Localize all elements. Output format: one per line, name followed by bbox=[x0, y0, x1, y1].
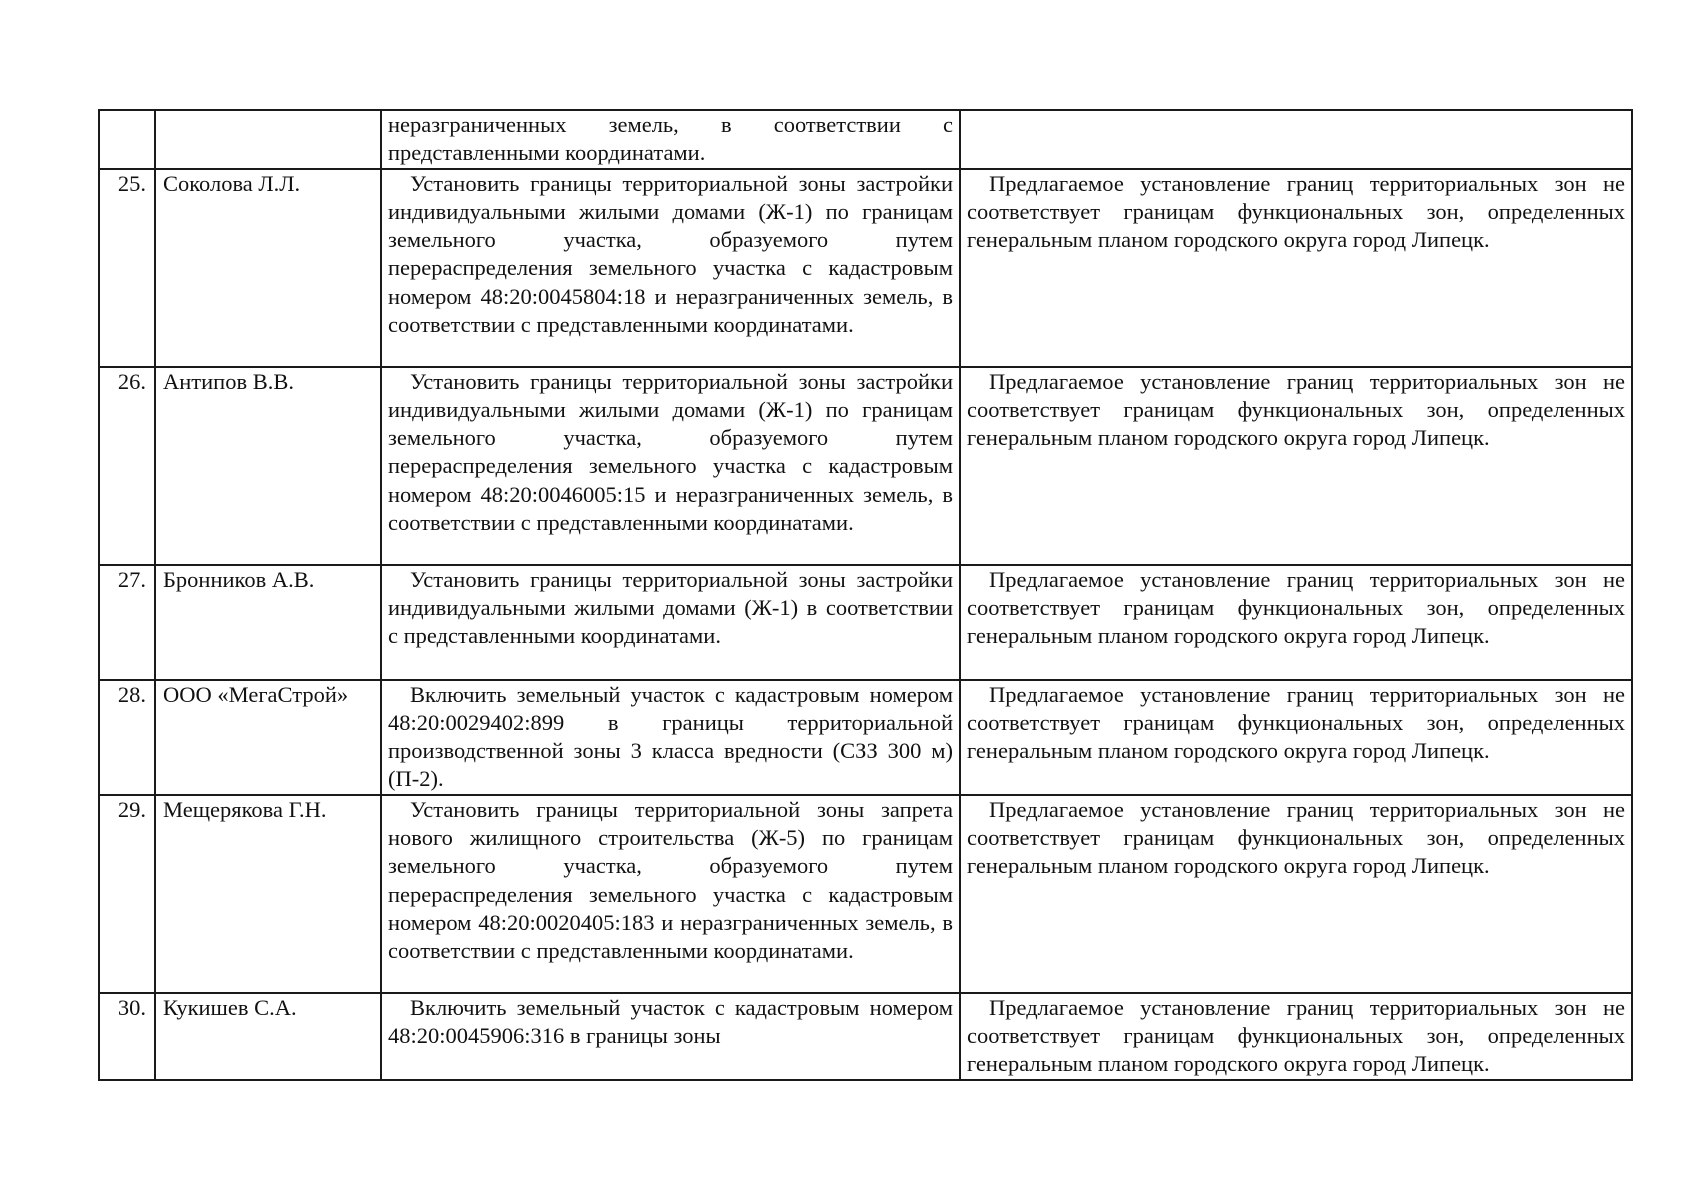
request-text bbox=[381, 795, 960, 993]
request-text bbox=[381, 565, 960, 680]
request-text-content: Установить границы территориальной зоны застройки индивидуальными жилыми домами (Ж-1) в соответствии с представленными координатами. bbox=[388, 566, 953, 649]
result-text-content: Предлагаемое установление границ территориальных зон не соответствует границам функциональных зон, определенных генеральным планом городского округа город Липецк. bbox=[967, 566, 1625, 649]
row-number: 30. bbox=[99, 993, 155, 1080]
request-text-content: Включить земельный участок с кадастровым номером 48:20:0045906:316 в границы зоны bbox=[388, 994, 953, 1049]
table-row bbox=[99, 565, 1632, 680]
applicant-name: Кукишев С.А. bbox=[155, 993, 381, 1080]
request-text-content: неразграниченных земель, в соответствии с представленными координатами. bbox=[388, 112, 953, 166]
result-text bbox=[960, 565, 1632, 680]
applicant-name: ООО «МегаСтрой» bbox=[155, 680, 381, 795]
request-text bbox=[381, 993, 960, 1080]
request-text-content: Установить границы территориальной зоны застройки индивидуальными жилыми домами (Ж-1) по границам земельного участка, образуемого путем перераспределения земельного участка с кадастровым номером 48:20:0046005:15 и неразграниченных земель, в соответствии с представленными координатами. bbox=[388, 368, 953, 536]
result-text bbox=[960, 367, 1632, 565]
applicant-name: Бронников А.В. bbox=[155, 565, 381, 680]
request-text-content: Включить земельный участок с кадастровым номером 48:20:0029402:899 в границы территориальной производственной зоны 3 класса вредности (СЗЗ 300 м) (П-2). bbox=[388, 681, 953, 792]
applicant-name: Мещерякова Г.Н. bbox=[155, 795, 381, 993]
table-row bbox=[99, 169, 1632, 367]
result-text bbox=[960, 680, 1632, 795]
result-text bbox=[960, 795, 1632, 993]
row-number: 28. bbox=[99, 680, 155, 795]
row-number: 26. bbox=[99, 367, 155, 565]
result-text bbox=[960, 993, 1632, 1080]
applicant-name: Антипов В.В. bbox=[155, 367, 381, 565]
row-number: 29. bbox=[99, 795, 155, 993]
row-number bbox=[99, 110, 155, 169]
table-row bbox=[99, 680, 1632, 795]
request-text bbox=[381, 367, 960, 565]
request-text bbox=[381, 110, 960, 169]
result-text-content: Предлагаемое установление границ территориальных зон не соответствует границам функциональных зон, определенных генеральным планом городского округа город Липецк. bbox=[967, 681, 1625, 764]
table-row bbox=[99, 795, 1632, 993]
table-row bbox=[99, 110, 1632, 169]
result-text-content: Предлагаемое установление границ территориальных зон не соответствует границам функциональных зон, определенных генеральным планом городского округа город Липецк. bbox=[967, 994, 1625, 1077]
applicant-name bbox=[155, 110, 381, 169]
table-row bbox=[99, 993, 1632, 1080]
request-text bbox=[381, 680, 960, 795]
result-text-content: Предлагаемое установление границ территориальных зон не соответствует границам функциональных зон, определенных генеральным планом городского округа город Липецк. bbox=[967, 170, 1625, 253]
result-text-content: Предлагаемое установление границ территориальных зон не соответствует границам функциональных зон, определенных генеральным планом городского округа город Липецк. bbox=[967, 368, 1625, 451]
request-text-content: Установить границы территориальной зоны застройки индивидуальными жилыми домами (Ж-1) по границам земельного участка, образуемого путем перераспределения земельного участка с кадастровым номером 48:20:0045804:18 и неразграниченных земель, в соответствии с представленными координатами. bbox=[388, 170, 953, 338]
row-number: 25. bbox=[99, 169, 155, 367]
request-text bbox=[381, 169, 960, 367]
request-text-content: Установить границы территориальной зоны запрета нового жилищного строительства (Ж-5) по границам земельного участка, образуемого путем перераспределения земельного участка с кадастровым номером 48:20:0020405:183 и неразграниченных земель, в соответствии с представленными координатами. bbox=[388, 796, 953, 964]
result-text-content: Предлагаемое установление границ территориальных зон не соответствует границам функциональных зон, определенных генеральным планом городского округа город Липецк. bbox=[967, 796, 1625, 879]
proposals-table bbox=[98, 109, 1633, 1081]
result-text bbox=[960, 110, 1632, 169]
table-row bbox=[99, 367, 1632, 565]
result-text bbox=[960, 169, 1632, 367]
applicant-name: Соколова Л.Л. bbox=[155, 169, 381, 367]
row-number: 27. bbox=[99, 565, 155, 680]
